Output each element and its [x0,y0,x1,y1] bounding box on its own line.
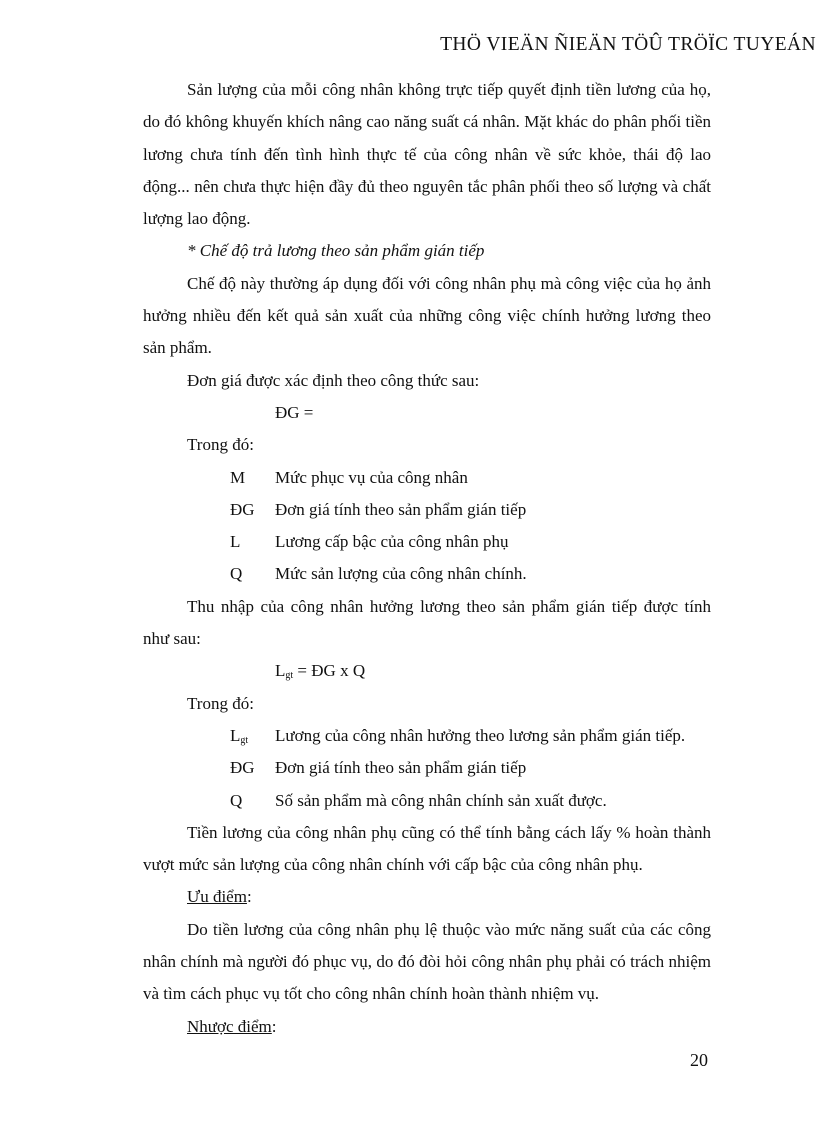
disadvantages-heading: Nhược điểm: [187,1016,277,1036]
paragraph-advantages: Do tiền lương của công nhân phụ lệ thuộc vào mức năng suất của các công nhân chính mà người đó phục vụ, do đó đòi hỏi công nhân phụ phải có trách nhiệm và tìm cách phục vụ tốt cho công nhân chính hoàn thành nhiệm vụ. [143,919,711,1004]
advantages-title: Ưu điểm [187,887,247,907]
page-header-title: THÖ VIEÄN ÑIEÄN TÖÛ TRÖÏC TUYEÁN [440,34,816,55]
formula-income [143,655,711,687]
definition-text: Đơn giá tính theo sản phẩm gián tiếp [275,758,527,778]
section-title-indirect-piecework: * Chế độ trả lương theo sản phẩm gián tiếp [187,241,485,261]
page-number: 20 [690,1050,708,1070]
definition-symbol [230,720,275,752]
definition-symbol-main: L [230,725,241,745]
definition-row [143,720,711,752]
formula-income-subscript: gt [285,670,294,682]
paragraph-disadvantages-of-direct-piecework: Sản lượng của mỗi công nhân không trực tiếp quyết định tiền lương của họ, do đó không khuyến khích nâng cao năng suất cá nhân. Mặt khác do phân phối tiền lương chưa tính đến tình hình thực tế của công nhân về sức khỏe, thái độ lao động... nên chưa thực hiện đầy đủ theo nguyên tắc phân phối theo số lượng và chất lượng lao động. [143,80,711,229]
definition-text: Số sản phẩm mà công nhân chính sản xuất được. [275,790,607,810]
definition-row [143,494,711,526]
disadvantages-title: Nhược điểm [187,1016,272,1036]
formula-unit-price: ĐG = [275,402,314,422]
where-label-2: Trong đó: [187,693,254,713]
definition-row [143,462,711,494]
paragraph-unit-price-intro: Đơn giá được xác định theo công thức sau: [187,370,480,390]
document-body [143,74,711,1043]
definition-symbol: L [230,532,241,552]
advantages-heading: Ưu điểm: [187,887,252,907]
definition-text: Lương cấp bậc của công nhân phụ [275,532,509,552]
definition-symbol: ĐG [230,499,255,519]
definition-symbol-subscript: gt [240,734,249,746]
definition-text: Mức sản lượng của công nhân chính. [275,564,527,584]
definition-text: Lương của công nhân hưởng theo lương sản phẩm gián tiếp. [275,725,686,745]
definition-symbol: M [230,467,246,487]
definition-row [143,558,711,590]
paragraph-indirect-piecework-definition: Chế độ này thường áp dụng đối với công nhân phụ mà công việc của họ ảnh hưởng nhiều đến kết quả sản xuất của những công việc chính hưởng lương theo sản phẩm. [143,273,711,358]
definition-symbol: Q [230,564,243,584]
where-label-1: Trong đó: [187,435,254,455]
definition-symbol: Q [230,790,243,810]
paragraph-income-intro: Thu nhập của công nhân hưởng lương theo sản phẩm gián tiếp được tính như sau: [143,596,711,649]
definition-text: Đơn giá tính theo sản phẩm gián tiếp [275,499,527,519]
formula-income-symbol: L [275,661,286,681]
definition-row [143,526,711,558]
definition-row [143,752,711,784]
paragraph-percentage-method: Tiền lương của công nhân phụ cũng có thể tính bằng cách lấy % hoàn thành vượt mức sản lượng của công nhân chính với cấp bậc của công nhân phụ. [143,822,711,875]
definition-row [143,785,711,817]
definition-symbol: ĐG [230,758,255,778]
formula-income-expression: = ĐG x Q [293,661,366,681]
definition-text: Mức phục vụ của công nhân [275,467,468,487]
